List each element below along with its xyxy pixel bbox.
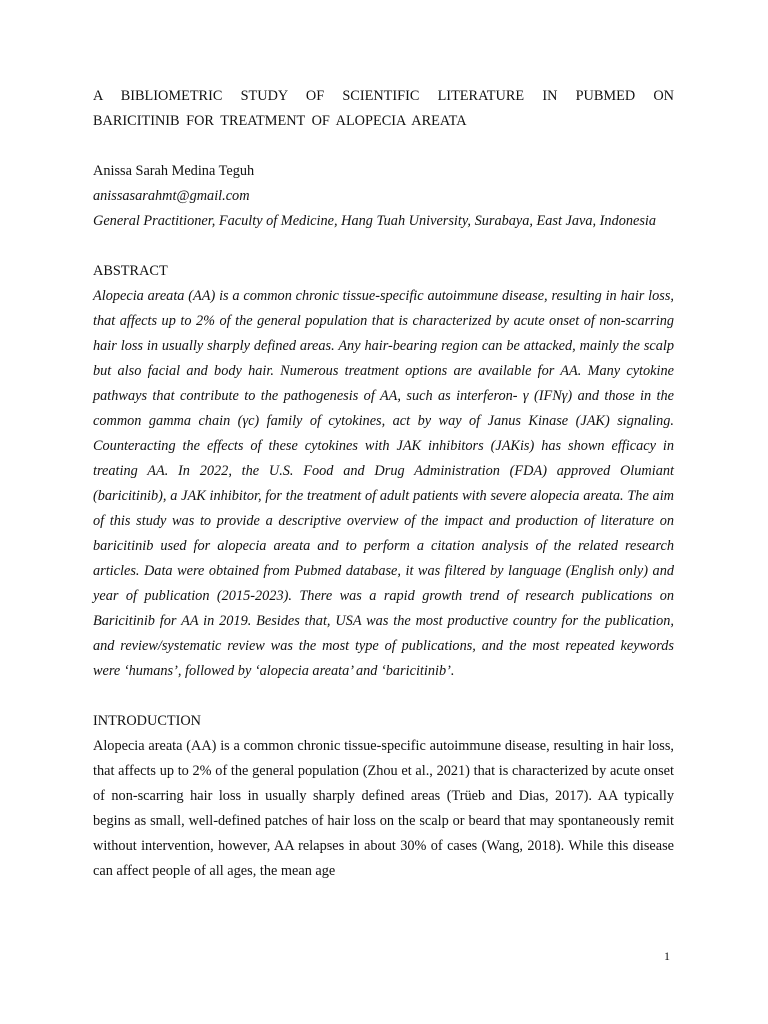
introduction-text: Alopecia areata (AA) is a common chronic tissue-specific autoimmune disease, resulting in hair loss, that affects up to 2% of the general population (Zhou et al., 2021) that is characterized by acute onset of non-scarring hair loss in usually sharply defined areas (Trüeb and Dias, 2017). AA typically begins as small, well-defined patches of hair loss on the scalp or beard that may spontaneously remit without intervention, however, AA relapses in about 30% of cases (Wang, 2018). While this disease can affect people of all ages, the mean age [93,738,674,879]
author-block [93,159,674,234]
author-affiliation: General Practitioner, Faculty of Medicine, Hang Tuah University, Surabaya, East Java, Indonesia [93,213,657,229]
abstract-text: Alopecia areata (AA) is a common chronic tissue-specific autoimmune disease, resulting in hair loss, that affects up to 2% of the general population that is characterized by acute onset of non-scarring hair loss in usually sharply defined areas. Any hair-bearing region can be attacked, mainly the scalp but also facial and body hair. Numerous treatment options are available for AA. Many cytokine pathways that contribute to the pathogenesis of AA, such as interferon- γ (IFNγ) and those in the common gamma chain (γc) family of cytokines, act by way of Janus Kinase (JAK) signaling. Counteracting the effects of these cytokines with JAK inhibitors (JAKis) has shown efficacy in treating AA. In 2022, the U.S. Food and Drug Administration (FDA) approved Olumiant (baricitinib), a JAK inhibitor, for the treatment of adult patients with severe alopecia areata. The aim of this study was to provide a descriptive overview of the impact and production of literature on baricitinib used for alopecia areata and to perform a citation analysis of the related research articles. Data were obtained from Pubmed database, it was filtered by language (English only) and year of publication (2015-2023). There was a rapid growth trend of research publications on Baricitinib for AA in 2019. Besides that, USA was the most productive country for the publication, and review/systematic review was the most type of publications, and the most repeated keywords were ‘humans’, followed by ‘alopecia areata’ and ‘baricitinib’. [93,288,674,679]
page-number: 1 [664,949,670,963]
introduction-section [93,709,674,884]
author-name: Anissa Sarah Medina Teguh [93,163,255,179]
abstract-heading: ABSTRACT [93,263,168,279]
abstract-section [93,259,674,684]
author-email[interactable]: anissasarahmt@gmail.com [93,188,250,204]
paper-title: A BIBLIOMETRIC STUDY OF SCIENTIFIC LITERATURE IN PUBMED ON BARICITINIB FOR TREATMENT OF ALOPECIA AREATA [93,88,674,129]
introduction-heading: INTRODUCTION [93,713,202,729]
document-page [93,84,674,884]
